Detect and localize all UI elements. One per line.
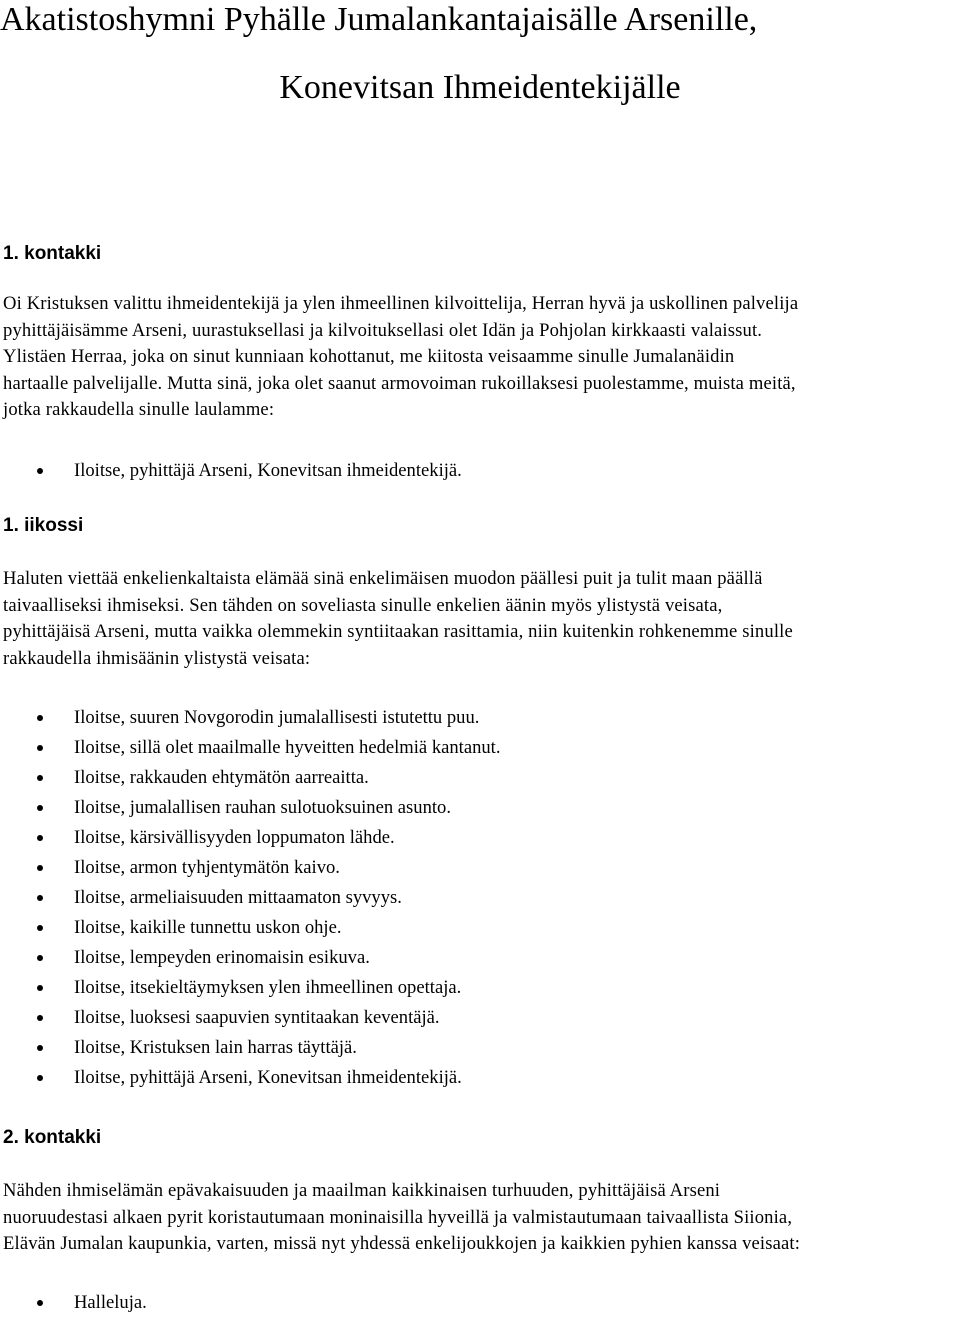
text-line: Elävän Jumalan kaupunkia, varten, missä nyt yhdessä enkelijoukkojen ja kaikkien pyhien kanssa veisaat: <box>3 1233 801 1254</box>
text-line: Ylistäen Herraa, joka on sinut kunniaan kohottanut, me kiitosta veisaamme sinulle Jumalanäidin <box>3 346 735 367</box>
list-item: Iloitse, kaikille tunnettu uskon ohje. <box>0 913 501 943</box>
paragraph-kontakki-2 <box>3 1178 958 1258</box>
text-line: Nähden ihmiselämän epävakaisuuden ja maailman kaikkinaisen turhuuden, pyhittäjäisä Arseni <box>3 1180 721 1201</box>
list-item: Iloitse, kärsivällisyyden loppumaton lähde. <box>0 823 501 853</box>
list-item: Iloitse, pyhittäjä Arseni, Konevitsan ihmeidentekijä. <box>0 1063 501 1093</box>
list-item: Iloitse, luoksesi saapuvien syntitaakan keventäjä. <box>0 1003 501 1033</box>
list-item: Iloitse, armon tyhjentymätön kaivo. <box>0 853 501 883</box>
list-item: Halleluja. <box>0 1288 147 1318</box>
text-line: jotka rakkaudella sinulle laulamme: <box>3 399 275 420</box>
section-heading-kontakki-1: 1. kontakki <box>3 243 102 264</box>
list-item: Iloitse, sillä olet maailmalle hyveitten hedelmiä kantanut. <box>0 733 501 763</box>
refrain-list-kontakki-1 <box>0 456 462 486</box>
paragraph-kontakki-1 <box>3 291 958 424</box>
paragraph-iikossi-1 <box>3 566 958 672</box>
list-item: Iloitse, Kristuksen lain harras täyttäjä. <box>0 1033 501 1063</box>
section-heading-kontakki-2: 2. kontakki <box>3 1127 102 1148</box>
text-line: Haluten viettää enkelienkaltaista elämää sinä enkelimäisen muodon päällesi puit ja tulit maan päällä <box>3 568 763 589</box>
text-line: pyhittäjäisä Arseni, mutta vaikka olemmekin syntiitaakan rasittamia, niin kuitenkin rohkenemme sinulle <box>3 621 793 642</box>
text-line: pyhittäjäisämme Arseni, uurastuksellasi ja kilvoituksellasi olet Idän ja Pohjolan kirkkaasti valaissut. <box>3 319 763 341</box>
text-line: Oi Kristuksen valittu ihmeidentekijä ja ylen ihmeellinen kilvoittelija, Herran hyvä ja uskollinen palvelija <box>3 293 799 314</box>
refrain-list-iikossi-1 <box>0 703 501 1093</box>
text-line: taivaalliseksi ihmiseksi. Sen tähden on soveliasta sinulle enkelien äänin myös ylistystä veisata, <box>3 594 723 616</box>
text-line: rakkaudella ihmisäänin ylistystä veisata: <box>3 647 311 669</box>
list-item: Iloitse, lempeyden erinomaisin esikuva. <box>0 943 501 973</box>
page-subtitle: Konevitsan Ihmeidentekijälle <box>279 69 681 106</box>
refrain-list-kontakki-2 <box>0 1288 147 1318</box>
list-item: Iloitse, jumalallisen rauhan sulotuoksuinen asunto. <box>0 793 501 823</box>
text-line: nuoruudestasi alkaen pyrit koristautumaan moninaisilla hyveillä ja valmistautumaan taivaallista Siionia, <box>3 1206 793 1228</box>
page-title: Akatistoshymni Pyhälle Jumalankantajaisälle Arsenille, <box>0 1 758 38</box>
list-item: Iloitse, armeliaisuuden mittaamaton syvyys. <box>0 883 501 913</box>
text-line: hartaalle palvelijalle. Mutta sinä, joka olet saanut armovoiman rukoillaksesi puolestamme, muista meitä, <box>3 372 796 394</box>
section-heading-iikossi-1: 1. iikossi <box>3 515 84 536</box>
list-item: Iloitse, suuren Novgorodin jumalallisesti istutettu puu. <box>0 703 501 733</box>
list-item: Iloitse, itsekieltäymyksen ylen ihmeellinen opettaja. <box>0 973 501 1003</box>
list-item: Iloitse, rakkauden ehtymätön aarreaitta. <box>0 763 501 793</box>
list-item: Iloitse, pyhittäjä Arseni, Konevitsan ihmeidentekijä. <box>0 456 462 486</box>
